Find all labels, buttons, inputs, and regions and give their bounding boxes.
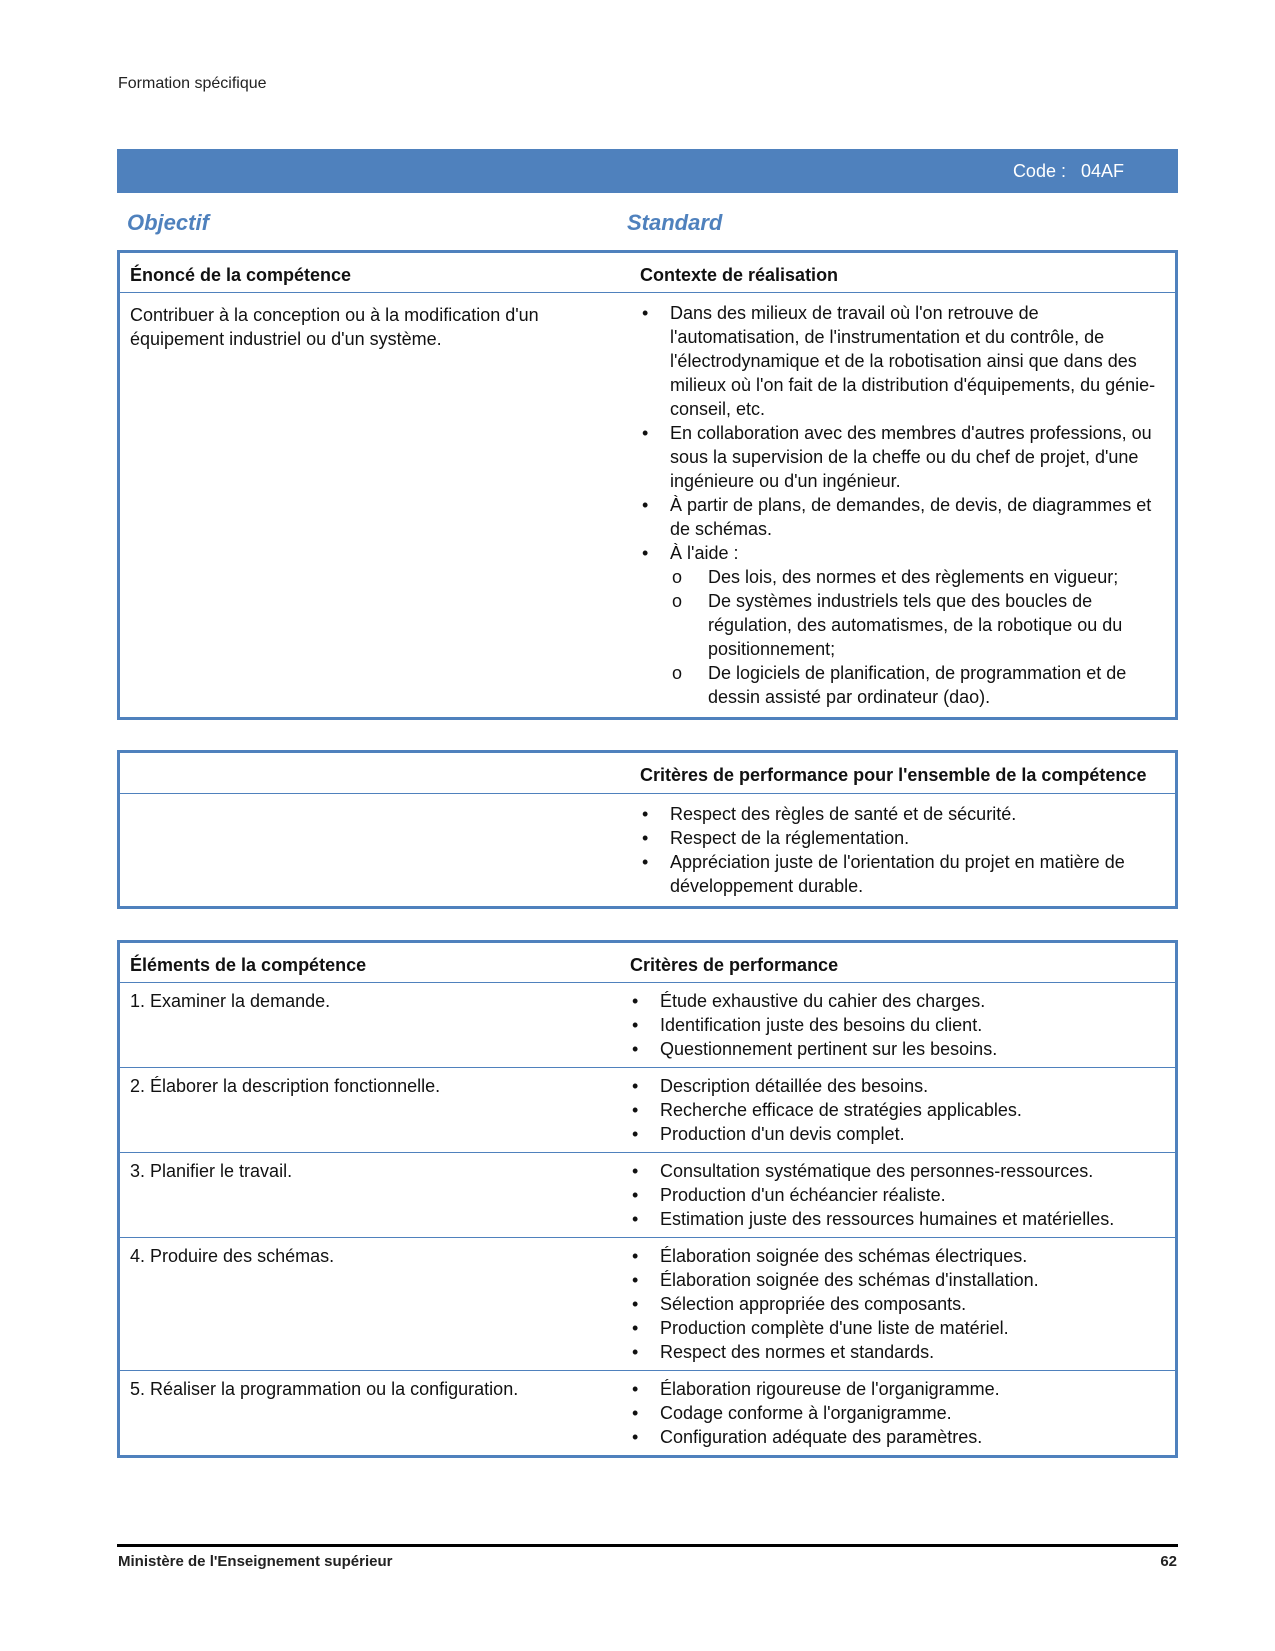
element-label: 4. Produire des schémas. [119,1238,621,1371]
criteria-item: • Respect des normes et standards. [630,1340,1161,1364]
standard-heading: Standard [627,210,723,235]
element-label: 5. Réaliser la programmation ou la configuration. [119,1371,621,1457]
statement-header: Énoncé de la compétence [119,252,631,293]
criteria-item: • Questionnement pertinent sur les besoins. [630,1037,1161,1061]
criteria-item: • Production d'un devis complet. [630,1122,1161,1146]
criteria-item: • Production d'un échéancier réaliste. [630,1183,1161,1207]
element-label: 1. Examiner la demande. [130,991,331,1011]
overall-criteria-list [640,802,1161,898]
context-header: Contexte de réalisation [630,252,1177,293]
program-code: Code : 04AF [1012,161,1124,181]
context-list [640,301,1161,709]
criteria-item: • Production complète d'une liste de matériel. [630,1316,1161,1340]
criteria-item: • Codage conforme à l'organigramme. [630,1401,1161,1425]
aid-item: o De logiciels de planification, de programmation et de dessin assisté par ordinateur (dao). [670,661,1161,709]
criteria-item: • Identification juste des besoins du client. [630,1013,1161,1037]
criteria-item: • Élaboration soignée des schémas électriques. [630,1244,1161,1268]
section-header: Formation spécifique [118,75,267,92]
aid-item: o Des lois, des normes et des règlements en vigueur; [670,565,1161,589]
criteria-item: • Consultation systématique des personnes-ressources. [630,1159,1161,1183]
elements-table [117,940,1178,1458]
criteria-list [630,989,1161,1061]
element-label: 2. Élaborer la description fonctionnelle. [119,1068,621,1153]
objective-heading: Objectif [127,210,209,235]
context-item: • À partir de plans, de demandes, de devis, de diagrammes et de schémas. [640,493,1161,541]
overall-criteria-header: Critères de performance pour l'ensemble de la compétence [630,752,1177,794]
criteria-list [630,1159,1161,1231]
criteria-item: • Recherche efficace de stratégies applicables. [630,1098,1161,1122]
page-number: 62 [1160,1553,1177,1570]
overall-criteria-item: • Appréciation juste de l'orientation du projet en matière de développement durable. [640,850,1161,898]
criteria-item: • Sélection appropriée des composants. [630,1292,1161,1316]
criteria-item: • Configuration adéquate des paramètres. [630,1425,1161,1449]
footer-ministry: Ministère de l'Enseignement supérieur [118,1553,393,1570]
context-item: • En collaboration avec des membres d'autres professions, ou sous la supervision de la cheffe ou du chef de projet, d'une ingénieure ou d'un ingénieur. [640,421,1161,493]
criteria-item: • Estimation juste des ressources humaines et matérielles. [630,1207,1161,1231]
criteria-item: • Élaboration rigoureuse de l'organigramme. [630,1377,1161,1401]
criteria-item: • Description détaillée des besoins. [630,1074,1161,1098]
criteria-list [630,1074,1161,1146]
aids-list [670,565,1161,709]
criteria-list [630,1244,1161,1364]
context-item: • Dans des milieux de travail où l'on retrouve de l'automatisation, de l'instrumentation et du contrôle, de l'électrodynamique et de la robotisation ainsi que dans des milieux où l'on fait de la distribution d'équipements, du génie-conseil, etc. [640,301,1161,421]
criteria-list [630,1377,1161,1449]
overall-criteria-item: • Respect de la réglementation. [640,826,1161,850]
code-bar [117,149,1178,193]
footer-rule [117,1544,1178,1547]
criteria-item: • Élaboration soignée des schémas d'installation. [630,1268,1161,1292]
overall-criteria-table [117,750,1178,909]
element-label: 3. Planifier le travail. [119,1153,621,1238]
competence-table [117,250,1178,720]
competence-statement: Contribuer à la conception ou à la modification d'un équipement industriel ou d'un système. [130,305,539,349]
context-item [640,541,1161,709]
criteria-item: • Étude exhaustive du cahier des charges. [630,989,1161,1013]
overall-criteria-item: • Respect des règles de santé et de sécurité. [640,802,1161,826]
elements-header: Éléments de la compétence [119,942,621,983]
criteria-header: Critères de performance [620,942,1177,983]
aid-item: o De systèmes industriels tels que des boucles de régulation, des automatismes, de la robotique ou du positionnement; [670,589,1161,661]
context-aids-label: À l'aide : [670,543,739,563]
